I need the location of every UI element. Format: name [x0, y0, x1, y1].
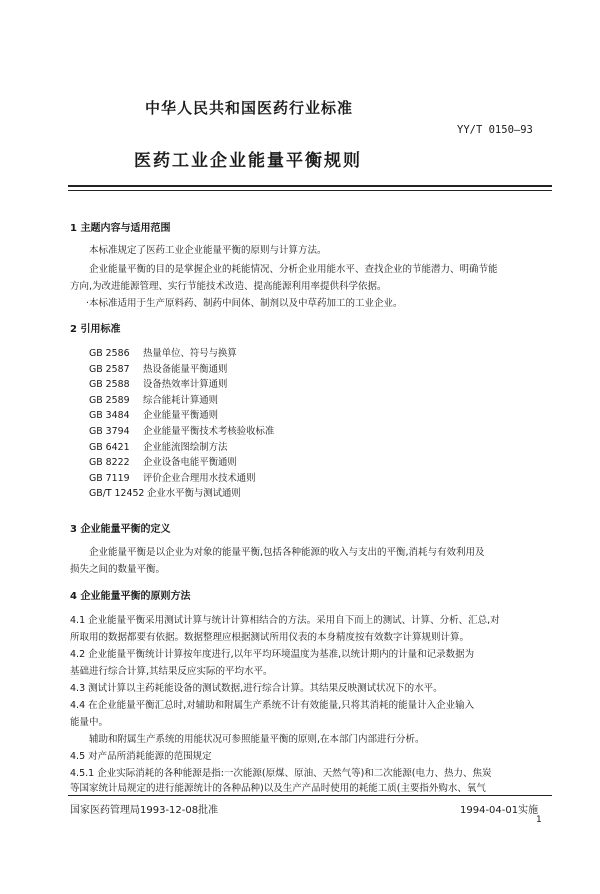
- reference-code: GB 2586: [89, 348, 130, 359]
- reference-title: 企业能量平衡通则: [143, 410, 219, 422]
- org-title: 中华人民共和国医药行业标准: [145, 99, 354, 117]
- clause-4-5: 4.5 对产品所消耗能源的范围规定: [70, 751, 212, 762]
- section-1-paragraph: ·本标准适用于生产原料药、制药中间体、制剂以及中草药加工的工业企业。: [86, 298, 403, 309]
- clause-4-1: 4.1 企业能量平衡采用测试计算与统计计算相结合的方法。采用自下而上的测试、计算、分析、汇总,对: [70, 615, 500, 626]
- reference-title: 企业设备电能平衡通则: [143, 457, 237, 469]
- reference-code: GB 2589: [89, 394, 130, 406]
- reference-code: GB 2587: [89, 363, 130, 375]
- header-divider: [68, 185, 552, 187]
- standard-code: YY/T 0150—93: [457, 124, 533, 136]
- reference-item: [89, 407, 274, 423]
- section-3-paragraph: 企业能量平衡是以企业为对象的能量平衡,包括各种能源的收入与支出的平衡,消耗与有效利用及: [89, 547, 485, 558]
- clause-4-1-cont: 所取用的数据都要有依据。数据整理应根据测试所用仪表的本身精度按有效数字计算规则计算。: [70, 632, 470, 643]
- reference-title: 企业能流图绘制方法: [143, 441, 228, 453]
- reference-item: [89, 392, 274, 408]
- section-1-paragraph: 方向,为改进能源管理、实行节能技术改造、提高能源利用率提供科学依据。: [70, 281, 387, 292]
- reference-item: [89, 485, 274, 501]
- reference-title: 热量单位、符号与换算: [143, 348, 237, 359]
- section-2-heading: 2 引用标准: [70, 324, 121, 335]
- reference-item: [89, 345, 274, 361]
- reference-item: [89, 470, 274, 486]
- effective-date: 1994-04-01实施: [460, 805, 539, 816]
- reference-item: [89, 423, 274, 439]
- footer-divider: [68, 795, 552, 796]
- reference-title: 综合能耗计算通则: [143, 394, 219, 406]
- clause-4-2: 4.2 企业能量平衡统计计算按年度进行,以年平均环境温度为基准,以统计期内的计量和记录数据为: [70, 649, 475, 660]
- section-4-heading: 4 企业能量平衡的原则方法: [70, 591, 191, 602]
- section-1-heading: 1 主题内容与适用范围: [70, 223, 171, 234]
- reference-code: GB 7119: [89, 472, 130, 484]
- page-number: 1: [536, 815, 542, 825]
- reference-title: 热设备能量平衡通则: [143, 363, 228, 375]
- reference-list: [89, 345, 274, 501]
- clause-4-4-cont: 能量中。: [70, 717, 109, 728]
- reference-code: GB 3794: [89, 425, 130, 437]
- header-divider-thin: [68, 190, 552, 191]
- approval-date: 国家医药管理局1993-12-08批准: [70, 805, 219, 816]
- document-title: 医药工业企业能量平衡规则: [134, 151, 362, 171]
- section-3-paragraph: 损失之间的数量平衡。: [70, 564, 166, 575]
- reference-title: 评价企业合理用水技术通则: [143, 472, 256, 484]
- reference-code: GB 6421: [89, 441, 130, 453]
- section-1-paragraph: 企业能量平衡的目的是掌握企业的耗能情况、分析企业用能水平、查找企业的节能潜力、明确节能: [89, 264, 498, 275]
- reference-title: 企业水平衡与测试通则: [147, 488, 241, 500]
- clause-4-4-note: 辅助和附属生产系统的用能状况可参照能量平衡的原则,在本部门内部进行分析。: [89, 734, 425, 745]
- reference-code: GB/T 12452: [89, 488, 145, 500]
- clause-4-5-1: 4.5.1 企业实际消耗的各种能源是指:一次能源(原煤、原油、天然气等)和二次能源(电力、热力、焦炭: [70, 768, 492, 779]
- section-1-paragraph: 本标准规定了医药工业企业能量平衡的原则与计算方法。: [89, 245, 327, 256]
- clause-4-5-1-cont: 等国家统计局规定的进行能源统计的各种品种)以及生产产品时使用的耗能工质(主要指外购水、氧气: [70, 783, 486, 794]
- reference-item: [89, 454, 274, 470]
- reference-item: [89, 376, 274, 392]
- clause-4-4: 4.4 在企业能量平衡汇总时,对辅助和附属生产系统不计有效能量,只将其消耗的能量计入企业输入: [70, 700, 475, 711]
- reference-item: [89, 361, 274, 377]
- clause-4-2-cont: 基础进行综合计算,其结果反应实际的平均水平。: [70, 666, 273, 677]
- reference-item: [89, 439, 274, 455]
- clause-4-3: 4.3 测试计算以主药耗能设备的测试数据,进行综合计算。其结果反映测试状况下的水平。: [70, 683, 443, 694]
- reference-title: 企业能量平衡技术考核验收标准: [143, 425, 275, 437]
- reference-code: GB 3484: [89, 410, 130, 422]
- reference-code: GB 2588: [89, 379, 130, 391]
- section-3-heading: 3 企业能量平衡的定义: [70, 524, 171, 535]
- reference-title: 设备热效率计算通则: [143, 379, 228, 391]
- reference-code: GB 8222: [89, 457, 130, 469]
